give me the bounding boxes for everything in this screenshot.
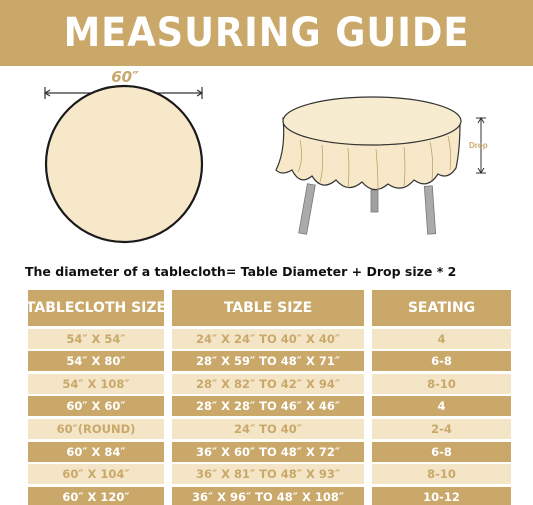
- diameter-formula: The diameter of a tablecloth= Table Diameter + Drop size * 2: [25, 264, 457, 279]
- tablecloth-size-cell: 60″(ROUND): [28, 419, 164, 439]
- seating-cell: 8-10: [372, 464, 511, 484]
- table-row: [28, 326, 511, 349]
- table-size-cell: 28″ X 82″ TO 42″ X 94″: [172, 374, 364, 394]
- table-header-row: [25, 290, 511, 326]
- round-tablecloth-top-view: [46, 86, 202, 242]
- table-size-cell: 24″ TO 40″: [172, 419, 364, 439]
- seating-cell: 2-4: [372, 419, 511, 439]
- draped-tablecloth: [276, 97, 461, 190]
- seating-cell: 6-8: [372, 442, 511, 462]
- header-banner: [0, 0, 533, 66]
- table-row: [28, 349, 511, 372]
- diameter-label: 60″: [111, 68, 139, 86]
- table-size-cell: 28″ X 28″ TO 46″ X 46″: [172, 396, 364, 416]
- seating-cell: 4: [372, 396, 511, 416]
- seating-cell: 6-8: [372, 351, 511, 371]
- table-size-cell: 36″ X 81″ TO 48″ X 93″: [172, 464, 364, 484]
- table-size-cell: 36″ X 96″ TO 48″ X 108″: [172, 487, 364, 505]
- header-seating: SEATING: [372, 290, 511, 326]
- page-title: MEASURING GUIDE: [63, 10, 470, 56]
- tablecloth-size-cell: 60″ X 60″: [28, 396, 164, 416]
- tablecloth-size-cell: 60″ X 120″: [28, 487, 164, 505]
- tablecloth-size-cell: 60″ X 84″: [28, 442, 164, 462]
- table-size-cell: 36″ X 60″ TO 48″ X 72″: [172, 442, 364, 462]
- tablecloth-size-cell: 60″ X 104″: [28, 464, 164, 484]
- table-row: [28, 416, 511, 439]
- table-row: [28, 371, 511, 394]
- table-row: [28, 439, 511, 462]
- tablecloth-size-cell: 54″ X 80″: [28, 351, 164, 371]
- header-table-size: TABLE SIZE: [172, 290, 364, 326]
- tablecloth-illustration: [0, 66, 533, 262]
- header-tablecloth-size: TABLECLOTH SIZE: [28, 290, 164, 326]
- table-legs: [299, 184, 436, 235]
- seating-cell: 8-10: [372, 374, 511, 394]
- table-row: [28, 484, 511, 505]
- table-row: [28, 462, 511, 485]
- size-table: [25, 290, 511, 505]
- drop-label: Drop: [469, 141, 488, 150]
- table-size-cell: 28″ X 59″ TO 48″ X 71″: [172, 351, 364, 371]
- table-size-cell: 24″ X 24″ TO 40″ X 40″: [172, 329, 364, 349]
- table-row: [28, 394, 511, 417]
- tablecloth-size-cell: 54″ X 54″: [28, 329, 164, 349]
- tablecloth-size-cell: 54″ X 108″: [28, 374, 164, 394]
- seating-cell: 10-12: [372, 487, 511, 505]
- seating-cell: 4: [372, 329, 511, 349]
